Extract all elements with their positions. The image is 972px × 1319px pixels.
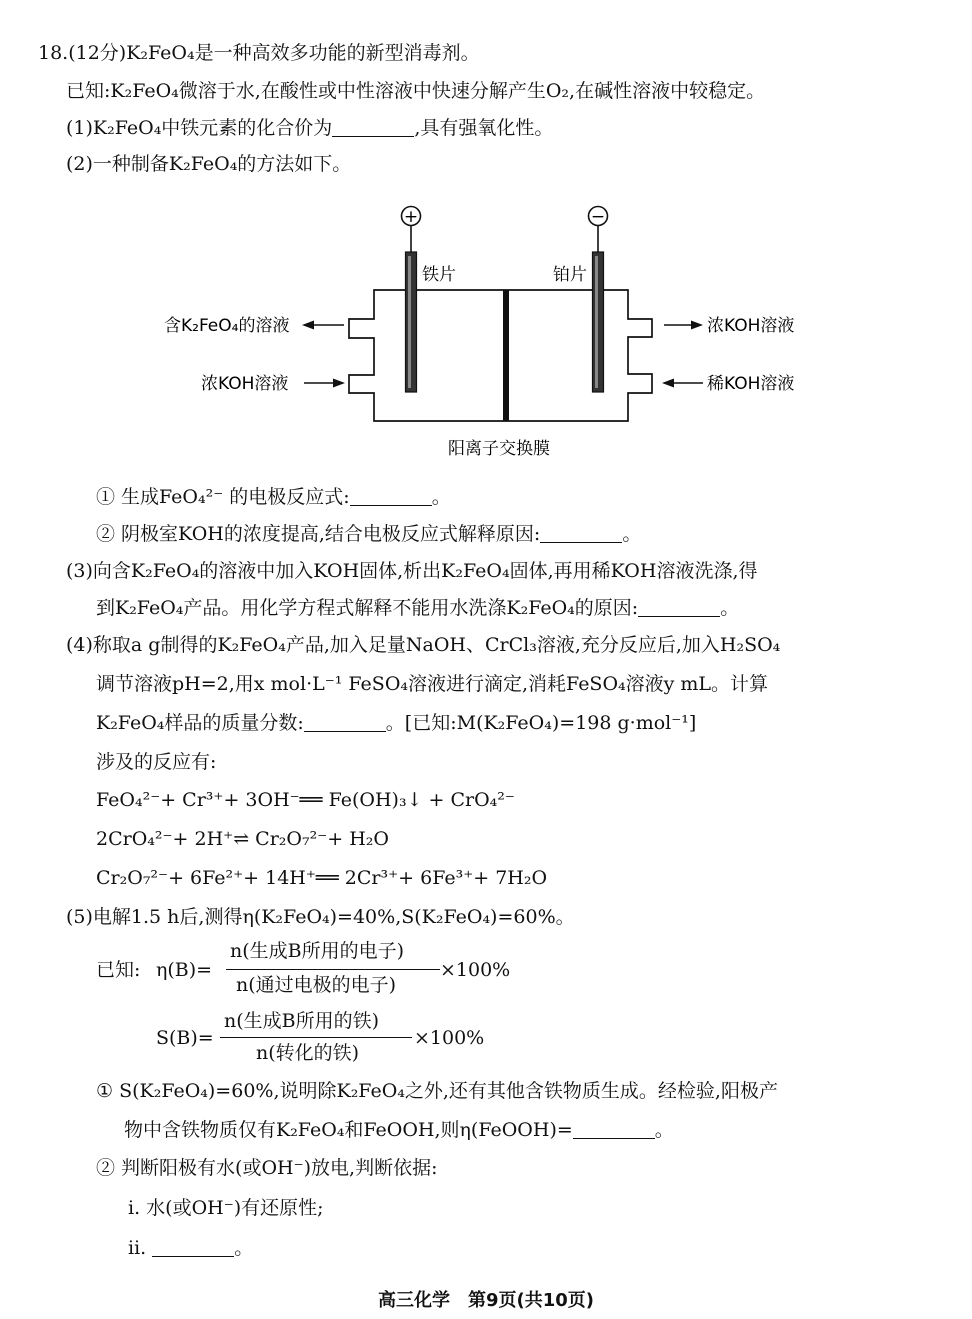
part4-text: K₂FeO₄样品的质量分数: [96,712,304,734]
part5-q2-ii: ⅱ. 。 [128,1237,254,1259]
s-denominator: n(转化的铁) [256,1042,360,1064]
page-footer: 高三化学 第9页(共10页) [377,1290,595,1311]
electrolysis-diagram [0,196,972,486]
answer-blank [638,597,720,617]
answer-blank [540,523,622,543]
part2-q2-text: ② 阴极室KOH的浓度提高,结合电极反应式解释原因: [96,523,541,545]
s-fraction-bar [220,1037,412,1038]
part3-text: 到K₂FeO₄产品。用化学方程式解释不能用水洗涤K₂FeO₄的原因: [96,597,639,619]
part2: (2)一种制备K₂FeO₄的方法如下。 [66,153,352,175]
arrow-left-out-icon [302,321,314,330]
arrow-right-out-icon [691,321,703,330]
left-inlet-label: 浓KOH溶液 [201,374,289,394]
part4-line2: 调节溶液pH=2,用x mol·L⁻¹ FeSO₄溶液进行滴定,消耗FeSO₄溶液y mL。计算 [96,673,769,695]
membrane-line [503,290,509,421]
s-tail: ×100% [414,1027,485,1049]
part3-line2: 到K₂FeO₄产品。用化学方程式解释不能用水洗涤K₂FeO₄的原因: 。 [96,597,740,619]
part1-tail: ,具有强氧化性。 [414,117,554,139]
answer-blank [350,486,432,506]
part5-q1-text: 物中含铁物质仅有K₂FeO₄和FeOOH,则η(FeOOH)= [124,1119,573,1141]
part4-line1: (4)称取a g制得的K₂FeO₄产品,加入足量NaOH、CrCl₃溶液,充分反应后,加入H₂SO₄ [66,634,781,656]
eta-lhs: η(B)= [156,959,213,981]
part3-line1: (3)向含K₂FeO₄的溶液中加入KOH固体,析出K₂FeO₄固体,再用稀KOH溶液洗涤,得 [66,560,758,582]
anode-sign: + [403,207,419,227]
equation-3: Cr₂O₇²⁻+ 6Fe²⁺+ 14H⁺══ 2Cr³⁺+ 6Fe³⁺+ 7H₂O [96,867,548,889]
right-inlet-label: 稀KOH溶液 [707,374,795,394]
cathode-sign: − [590,207,606,227]
s-numerator: n(生成B所用的铁) [224,1010,380,1032]
part5-q2: ② 判断阳极有水(或OH⁻)放电,判断依据: [96,1157,438,1179]
equation-1: FeO₄²⁻+ Cr³⁺+ 3OH⁻══ Fe(OH)₃↓ + CrO₄²⁻ [96,789,515,811]
eta-tail: ×100% [440,959,511,981]
eta-denominator: n(通过电极的电子) [236,974,397,996]
part5: (5)电解1.5 h后,测得η(K₂FeO₄)=40%,S(K₂FeO₄)=60%。 [66,906,575,928]
answer-blank [573,1119,655,1139]
part5-q1-line1: ① S(K₂FeO₄)=60%,说明除K₂FeO₄之外,还有其他含铁物质生成。经检验,阳极产 [96,1080,778,1102]
part4-known: 。[已知:M(K₂FeO₄)=198 g·mol⁻¹] [385,712,697,734]
part1-text: (1)K₂FeO₄中铁元素的化合价为 [66,117,333,139]
equation-2: 2CrO₄²⁻+ 2H⁺⇌ Cr₂O₇²⁻+ H₂O [96,828,389,850]
part2-q1-text: ① 生成FeO₄²⁻ 的电极反应式: [96,486,350,508]
question-title: 18.(12分)K₂FeO₄是一种高效多功能的新型消毒剂。 [38,42,480,64]
arrow-right-in-icon [662,379,674,388]
part2-q2: ② 阴极室KOH的浓度提高,结合电极反应式解释原因: 。 [96,523,642,545]
reactions-heading: 涉及的反应有: [96,751,217,773]
membrane-label: 阳离子交换膜 [448,439,550,459]
part2-q1: ① 生成FeO₄²⁻ 的电极反应式: 。 [96,486,451,508]
cathode-label: 铂片 [553,265,587,285]
left-outlet-label: 含K₂FeO₄的溶液 [164,316,290,336]
answer-blank [152,1237,234,1257]
part4-line3 [96,712,696,735]
eta-fraction-bar [226,969,440,970]
eta-numerator: n(生成B所用的电子) [230,940,405,962]
known-label: 已知: [96,959,141,981]
part1 [66,117,553,140]
arrow-left-in-icon [333,379,345,388]
part5-q2-i: ⅰ. 水(或OH⁻)有还原性; [128,1197,324,1219]
known-info: 已知:K₂FeO₄微溶于水,在酸性或中性溶液中快速分解产生O₂,在碱性溶液中较稳定。 [66,80,766,102]
answer-blank [304,712,386,732]
anode-label: 铁片 [422,265,456,285]
right-outlet-label: 浓KOH溶液 [707,316,795,336]
answer-blank [332,117,414,137]
part5-q1-line2: 物中含铁物质仅有K₂FeO₄和FeOOH,则η(FeOOH)= 。 [124,1119,674,1141]
part5-q2-ii-label: ⅱ. [128,1237,147,1259]
s-lhs: S(B)= [156,1027,214,1049]
electrolytic-cell [349,290,652,421]
